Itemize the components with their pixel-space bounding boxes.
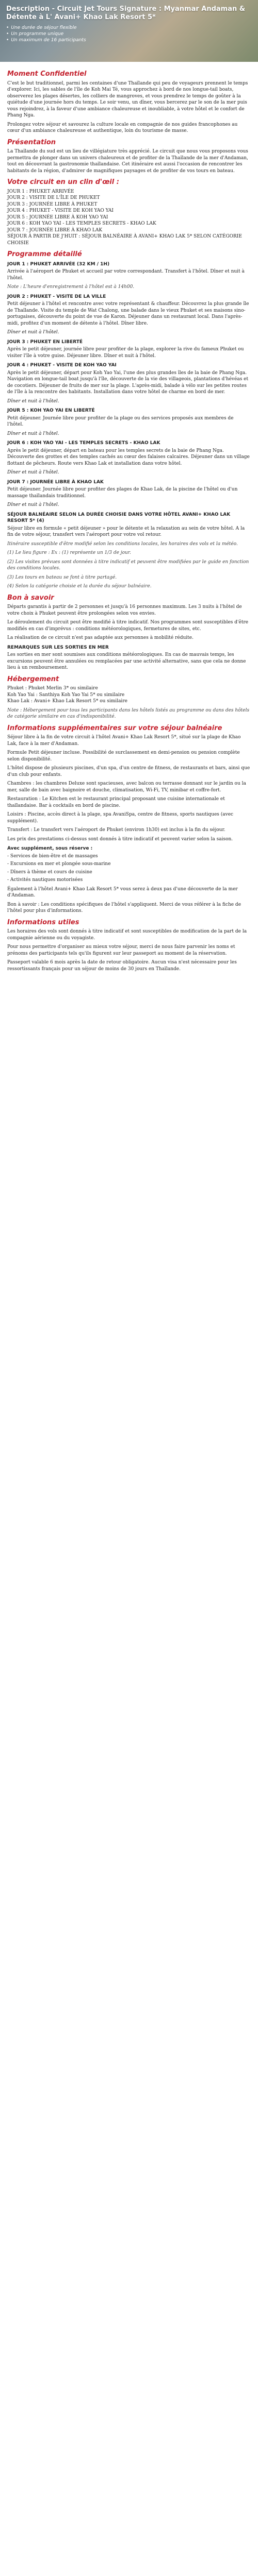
hero-bullet: • Un maximum de 16 participants — [6, 37, 252, 43]
paragraph: Formule Petit déjeuner incluse. Possibilité de surclassement en demi-pension ou pension complète selon disponibilité. — [7, 750, 240, 762]
day-block — [7, 479, 251, 509]
route-item: JOUR 2 : VISITE DE L'ÎLE DE PHUKET — [7, 195, 100, 200]
page — [0, 0, 258, 983]
section-heading-info: Informations supplémentaires sur votre séjour balnéaire — [7, 724, 222, 732]
day-block — [7, 512, 251, 538]
day-meals: Dîner et nuit à l'hôtel. — [7, 502, 59, 507]
paragraph: Restauration : Le Kitchen est le restaurant principal proposant une cuisine internationale et thaïlandaise. Bar à cocktails en bord de piscine. — [7, 796, 225, 808]
hero-banner — [0, 0, 258, 62]
hero-bullets — [6, 25, 252, 43]
day-note: Note : L'heure d'enregistrement à l'hôtel est à 14h00. — [7, 284, 135, 290]
day-title: JOUR 2 : PHUKET - VISITE DE LA VILLE — [7, 294, 106, 299]
day-meals: Dîner et nuit à l'hôtel. — [7, 398, 59, 404]
day-title: JOUR 4 : PHUKET - VISITE DE KOH YAO YAI — [7, 363, 117, 368]
day-block — [7, 408, 251, 437]
program-note: (4) Selon la catégorie choisie et la durée du séjour balnéaire. — [7, 584, 152, 589]
hotel-note: Note : Hébergement pour tous les participants dans les hôtels listés au programme ou dans des hôtels de catégorie similaire en cas d'indisponibilité. — [7, 707, 250, 719]
day-block — [7, 261, 251, 291]
day-text: Arrivée à l'aéroport de Phuket et accueil par votre correspondant. Transfert à l'hôtel. Dîner et nuit à l'hôtel. — [7, 269, 245, 281]
day-title: JOUR 5 : KOH YAO YAI EN LIBERTÉ — [7, 408, 95, 413]
day-block — [7, 294, 251, 336]
route-item: JOUR 1 : PHUKET ARRIVÉE — [7, 189, 74, 194]
route-item: JOUR 7 : JOURNÉE LIBRE À KHAO LAK — [7, 227, 103, 233]
hero-bullet: • Un programme unique — [6, 31, 252, 37]
paragraph: La réalisation de ce circuit n'est pas adaptée aux personnes à mobilité réduite. — [7, 635, 194, 640]
paragraph: Bon à savoir : Les conditions spécifiques de l'hôtel s'appliquent. Merci de vous référer à la fiche de l'hôtel pour plus d'informations. — [7, 902, 241, 913]
day-block — [7, 440, 251, 476]
paragraph: Également à l'hôtel Avani+ Khao Lak Resort 5* vous serez à deux pas d'une découverte de la mer d'Andaman. — [7, 886, 238, 898]
section-heading-useful: Informations utiles — [7, 918, 79, 926]
day-text: Après le petit déjeuner, départ pour Koh Yao Yai, l'une des plus grandes îles de la baie de Phang Nga. Navigation en longue-tail boat jusqu'à l'île, découverte de la vie des villageois, plantations d'hévéas et de cocotiers. Déjeuner de fruits de mer sur la plage. L'après-midi, balade à vélo sur les petites routes de l'île à la rencontre des habitants. Installation dans votre hôtel de charme en bord de mer. — [7, 370, 249, 395]
hero-bullet: • Une durée de séjour flexible — [6, 25, 252, 31]
remarks-heading: REMARQUES SUR LES SORTIES EN MER — [7, 645, 109, 650]
services-heading: Avec supplément, sous réserve : — [7, 846, 93, 851]
day-title: JOUR 1 : PHUKET ARRIVÉE (32 KM / 1H) — [7, 261, 110, 267]
services-list — [7, 853, 251, 884]
page-title: Description - Circuit Jet Tours Signature : Myanmar Andaman & Détente à L' Avani+ Khao Lak Resort 5* — [6, 5, 246, 21]
day-text: Après le petit déjeuner, journée libre pour profiter de la plage, explorer la rive du fameux Phuket ou visiter l'île à votre guise. Déjeuner libre. Dîner et nuit à l'hôtel. — [7, 347, 244, 359]
route-item: JOUR 6 : KOH YAO YAI - LES TEMPLES SECRETS - KHAO LAK — [7, 221, 156, 226]
section-heading-hotels: Hébergement — [7, 675, 59, 683]
day-text: Petit déjeuner. Journée libre pour profiter des plages de Khao Lak, de la piscine de l'hôtel ou d'un massage thaïlandais traditionnel. — [7, 487, 238, 499]
program-notes — [7, 541, 251, 590]
route-item: SÉJOUR À PARTIR DE J'HUIT : SÉJOUR BALNÉAIRE À AVANI+ KHAO LAK 5* SELON CATÉGORIE CHOISIE — [7, 234, 242, 246]
paragraph: Transfert : Le transfert vers l'aéroport de Phuket (environ 1h30) est inclus à la fin du séjour. — [7, 827, 225, 833]
day-title: JOUR 3 : PHUKET EN LIBERTÉ — [7, 339, 83, 345]
paragraph: Départs garantis à partir de 2 personnes et jusqu'à 16 personnes maximum. Les 3 nuits à l'hôtel de votre choix à Phuket peuvent être prolongées selon vos envies. — [7, 604, 242, 616]
route-list — [7, 189, 251, 247]
paragraph: Loisirs : Piscine, accès direct à la plage, spa AvaniSpa, centre de fitness, sports nautiques (avec supplément). — [7, 812, 234, 824]
section-heading-moment: Moment Confidentiel — [7, 70, 87, 78]
paragraph: Pour nous permettre d'organiser au mieux votre séjour, merci de nous faire parvenir les noms et prénoms des participants tels qu'ils figurent sur leur passeport au moment de la réservation. — [7, 944, 235, 956]
paragraph: Prolongez votre séjour et savourez la culture locale en compagnie de nos guides francophones au cœur d'un ambiance chaleureuse et authentique, loin du tourisme de masse. — [7, 122, 238, 133]
section-heading-program: Programme détaillé — [7, 250, 82, 258]
paragraph: L'hôtel dispose de plusieurs piscines, d'un spa, d'un centre de fitness, de restaurants et bars, ainsi que d'un club pour enfants. — [7, 766, 250, 777]
paragraph: C'est le but traditionnel, parmi les centaines d'une Thaïlande qui peu de voyageurs prennent le temps d'explorer. Ici, les sables de l'île de Koh Mai Té, vous approchez à bord de nos longue-tail boats, observerez les plages désertes, les colliers de mangroves, et vous prendrez le temps de goûter à la quiétude d'une journée hors du temps. Le soir venu, un dîner, vous bercerez par le son de la mer puis vous rejoindrez, à la faveur d'une ambiance chaleureuse et inoubliable, à votre hôtel et le confort de Phang Nga. — [7, 80, 248, 118]
section-heading-presentation: Présentation — [7, 138, 56, 146]
day-title: JOUR 7 : JOURNÉE LIBRE À KHAO LAK — [7, 479, 104, 485]
paragraph: La Thaïlande du sud est un lieu de villégiature très apprécié. Le circuit que nous vous proposons vous permettra de plonger dans un univers chaleureux et de profiter de la Thaïlande de la mer d'Andaman, tout en découvrant la gastronomie thaïlandaise. Cet itinéraire est aussi l'occasion de rencontrer les habitants de la région, d'admirer de magnifiques paysages et de profiter de vos tours en bateau. — [7, 149, 248, 174]
route-item: JOUR 5 : JOURNÉE LIBRE À KOH YAO YAI — [7, 214, 108, 220]
hotel-item: Khao Lak : Avani+ Khao Lak Resort 5* ou similaire — [7, 699, 127, 704]
day-text: Après le petit déjeuner, départ en bateau pour les temples secrets de la baie de Phang Nga. Découverte des grottes et des temples cachés au cœur des falaises calcaires. Déjeuner dans un village flottant de pêcheurs. Route vers Khao Lak et installation dans votre hôtel. — [7, 448, 250, 466]
main-content — [0, 62, 258, 983]
day-meals: Dîner et nuit à l'hôtel. — [7, 470, 59, 475]
day-title: SÉJOUR BALNÉAIRE SELON LA DURÉE CHOISIE DANS VOTRE HÔTEL AVANI+ KHAO LAK RESORT 5* (4) — [7, 512, 231, 523]
service-item: - Services de bien-être et de massages — [7, 853, 251, 860]
paragraph: Séjour libre à la fin de votre circuit à l'hôtel Avani+ Khao Lak Resort 5*, situé sur la plage de Khao Lak, face à la mer d'Andaman. — [7, 735, 241, 747]
program-note: (3) Les tours en bateau se font à titre partagé. — [7, 574, 117, 580]
day-text: Petit déjeuner. Journée libre pour profiter de la plage ou des services proposés aux membres de l'hôtel. — [7, 415, 234, 427]
program-note: Itinéraire susceptible d'être modifié selon les conditions locales, les horaires des vols et la météo. — [7, 541, 238, 547]
route-item: JOUR 3 : JOURNÉE LIBRE À PHUKET — [7, 201, 98, 207]
day-text: Petit déjeuner à l'hôtel et rencontre avec votre représentant & chauffeur. Découvrez la plus grande île de Thaïlande. Visite du temple de Wat Chalong, une balade dans le vieux Phuket et ses maisons sino-portugaises, découverte du point de vue de Karon. Déjeuner dans un restaurant local. Dans l'après-midi, profitez d'un moment de détente à l'hôtel. Dîner libre. — [7, 301, 249, 326]
paragraph: Passeport valable 6 mois après la date de retour obligatoire. Aucun visa n'est nécessaire pour les ressortissants français pour un séjour de moins de 30 jours en Thaïlande. — [7, 960, 237, 972]
hotel-item: Koh Yao Yai : Santhiya Koh Yao Yai 5* ou similaire — [7, 692, 125, 698]
service-item: - Dîners à thème et cours de cuisine — [7, 869, 251, 876]
paragraph: Les sorties en mer sont soumises aux conditions météorologiques. En cas de mauvais temps, les excursions peuvent être annulées ou remplacées par une activité alternative, sans que cela ne donne lieu à un remboursement. — [7, 652, 246, 670]
service-item: - Excursions en mer et plongée sous-marine — [7, 861, 251, 868]
section-heading-route: Votre circuit en un clin d'œil : — [7, 178, 119, 186]
paragraph: Les prix des prestations ci-dessus sont donnés à titre indicatif et peuvent varier selon la saison. — [7, 836, 233, 842]
day-meals: Dîner et nuit à l'hôtel. — [7, 431, 59, 436]
day-block — [7, 362, 251, 404]
hotel-item: Phuket : Phuket Merlin 3* ou similaire — [7, 686, 98, 691]
day-block — [7, 339, 251, 360]
paragraph: Chambres : les chambres Deluxe sont spacieuses, avec balcon ou terrasse donnant sur le jardin ou la mer, salle de bain avec baignoire et douche, climatisation, Wi-Fi, TV, minibar et coffre-fort. — [7, 781, 246, 793]
service-item: - Activités nautiques motorisées — [7, 877, 251, 884]
day-text: Séjour libre en formule « petit déjeuner » pour le détente et la relaxation au sein de votre hôtel. A la fin de votre séjour, transfert vers l'aéroport pour votre vol retour. — [7, 526, 245, 537]
section-heading-good-to-know: Bon à savoir — [7, 594, 54, 602]
program-note: (2) Les visites prévues sont données à titre indicatif et peuvent être modifiées par le guide en fonction des conditions locales. — [7, 559, 249, 571]
paragraph: Les horaires des vols sont donnés à titre indicatif et sont susceptibles de modification de la part de la compagnie aérienne ou du voyagiste. — [7, 929, 247, 941]
route-item: JOUR 4 : PHUKET - VISITE DE KOH YAO YAI — [7, 208, 114, 213]
program-note: (1) Le lieu figure : Ex : (1) représente un 1/3 de jour. — [7, 550, 131, 555]
day-meals: Dîner et nuit à l'hôtel. — [7, 330, 59, 335]
day-title: JOUR 6 : KOH YAO YAI - LES TEMPLES SECRETS - KHAO LAK — [7, 440, 160, 446]
paragraph: Le déroulement du circuit peut être modifié à titre indicatif. Nos programmes sont susceptibles d'être modifiés en cas d'imprévus : conditions météorologiques, fermetures de sites, etc. — [7, 620, 249, 632]
